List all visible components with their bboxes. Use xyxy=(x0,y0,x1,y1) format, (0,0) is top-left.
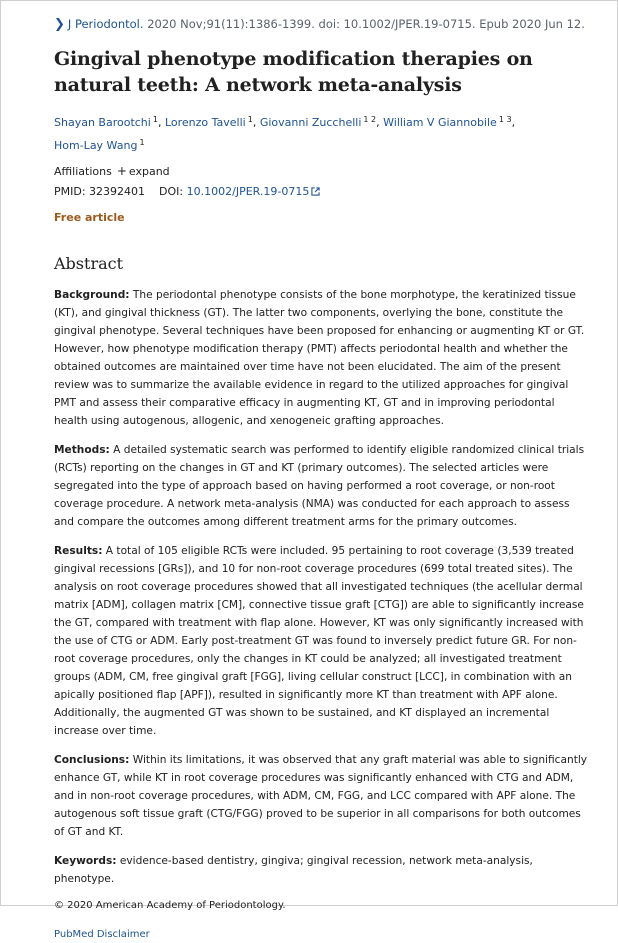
article-title: Gingival phenotype modification therapies on natural teeth: A network meta-analysis xyxy=(54,48,533,96)
author-link[interactable]: Giovanni Zucchelli $^{1 2}$, xyxy=(259,115,384,129)
journal-link[interactable]: J Periodontol. xyxy=(67,17,144,31)
section-text: Within its limitations, it was observed that any graft material was able to significantly enhance GT, while KT in root coverage procedures was significantly enhanced with CTG and ADM, and in non-root coverage procedures, with ADM, CM, FGG, and LCC compared with APF alone. The autogenous soft tissue graft (CTG/FGG) proved to be superior in all comparisons for both outcomes of GT and KT. xyxy=(54,754,588,838)
section-text: A detailed systematic search was performed to identify eligible randomized clinical trials (RCTs) reporting on the changes in GT and KT (primary outcomes). The selected articles were segregated into the type of approach based on having performed a root coverage, or non-root coverage procedure. A network meta-analysis (NMA) was conducted for each approach to assess and compare the outcomes among different treatment arms for the primary outcomes. xyxy=(54,444,585,528)
citation-details: 2020 Nov;91(11):1386-1399. doi: 10.1002/JPER.19-0715. Epub 2020 Jun 12. xyxy=(143,17,585,31)
author-link[interactable]: Lorenzo Tavelli $^1$, xyxy=(164,115,260,129)
author-link[interactable]: Shayan Barootchi $^1$, xyxy=(54,115,165,129)
authors-list xyxy=(54,110,589,156)
free-article-badge[interactable]: Free article xyxy=(54,211,125,224)
pmid-label: PMID: xyxy=(54,185,86,198)
abstract-background xyxy=(54,286,589,430)
section-text: A total of 105 eligible RCTs were included. 95 pertaining to root coverage (3,539 treated gingival recessions [GRs]), and 10 for non-root coverage procedures (699 total treated sites). The analysis on root coverage procedures showed that all investigated techniques (the acellular dermal matrix [ADM], collagen matrix [CM], connective tissue graft [CTG]) are able to significantly increase the GT, compared with treatment with flap alone. However, KT was only significantly increased with the use of CTG or ADM. Early post-treatment GT was found to inversely predict future GR. For non-root coverage procedures, only the changes in KT could be analyzed; all investigated treatment groups (ADM, CM, free gingival graft [FGG], living cellular construct [LCC], in combination with an apically positioned flap [APF]), resulted in significantly more KT than treatment with APF alone. Additionally, the augmented GT was shown to be sustained, and KT displayed an incremental increase over time. xyxy=(54,545,584,737)
citation-line xyxy=(54,16,589,33)
affiliations-expand[interactable]: expand xyxy=(128,165,170,178)
section-text: evidence-based dentistry, gingiva; gingival recession, network meta-analysis, phenotype. xyxy=(54,855,533,885)
section-label: Methods: xyxy=(54,444,110,456)
affiliations-label: Affiliations xyxy=(54,165,112,178)
doi-label: DOI: xyxy=(159,185,184,198)
abstract-keywords xyxy=(54,852,589,888)
abstract-conclusions xyxy=(54,751,589,841)
author-link[interactable]: Hom-Lay Wang $^1$ xyxy=(54,138,145,152)
doi-link[interactable]: 10.1002/JPER.19-0715 xyxy=(186,185,310,198)
section-label: Results: xyxy=(54,545,103,557)
section-label: Keywords: xyxy=(54,855,117,867)
plus-icon: + xyxy=(116,164,127,178)
chevron-right-icon[interactable]: ❯ xyxy=(54,17,65,32)
pmid-value: 32392401 xyxy=(89,185,146,198)
abstract-heading: Abstract xyxy=(54,254,124,273)
copyright-notice: © 2020 American Academy of Periodontology. xyxy=(54,900,286,911)
section-label: Conclusions: xyxy=(54,754,130,766)
affiliations-toggle[interactable] xyxy=(54,163,589,180)
abstract-results xyxy=(54,542,589,740)
article-identifiers xyxy=(54,184,589,201)
section-text: The periodontal phenotype consists of the bone morphotype, the keratinized tissue (KT), and gingival thickness (GT). The latter two components, overlying the bone, constitute the gingival phenotype. Several techniques have been proposed for enhancing or augmenting KT or GT. However, how phenotype modification therapy (PMT) affects periodontal health and whether the obtained outcomes are maintained over time have not been elucidated. The aim of the present review was to summarize the available evidence in regard to the utilized approaches for gingival PMT and assess their comparative efficacy in augmenting KT, GT and in improving periodontal health using autogenous, allogenic, and xenogeneic grafting approaches. xyxy=(54,289,585,427)
external-link-icon[interactable] xyxy=(311,185,320,201)
pubmed-disclaimer-link[interactable]: PubMed Disclaimer xyxy=(54,929,150,940)
author-link[interactable]: William V Giannobile $^{1 3}$, xyxy=(383,115,516,129)
abstract-methods xyxy=(54,441,589,531)
section-label: Background: xyxy=(54,289,130,301)
